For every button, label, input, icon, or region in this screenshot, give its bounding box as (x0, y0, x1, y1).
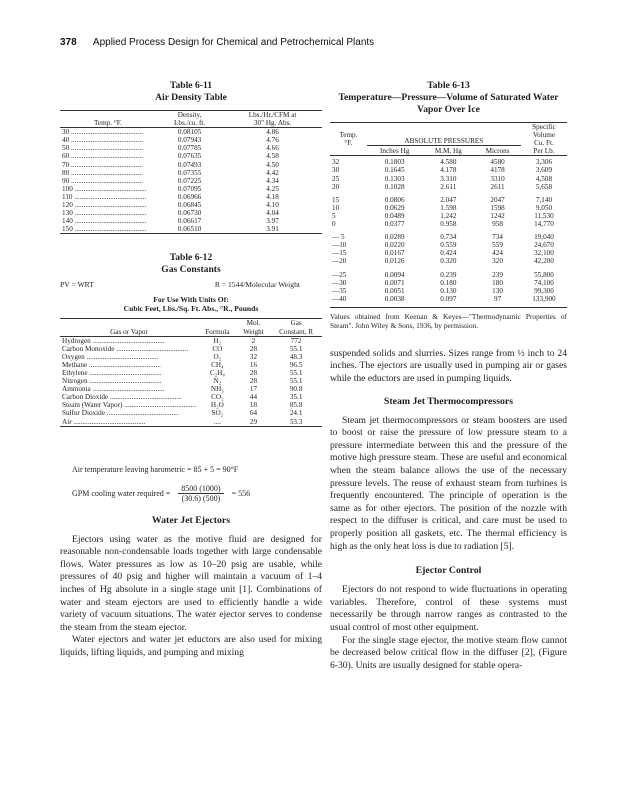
inches-hg-cell: 0.1028 (384, 182, 405, 191)
table-row (330, 220, 567, 228)
col-const-line2: Constant, R (279, 327, 314, 336)
table-row (330, 241, 567, 249)
flow-cell: 4.66 (266, 144, 279, 153)
formula-cell: SO₂ (211, 409, 224, 418)
mol-weight-cell: 28 (249, 344, 258, 353)
r-equation: R = 1544/Molecular Weight (214, 280, 300, 290)
table-row (60, 345, 322, 353)
gas-constant-cell: 24.1 (289, 409, 303, 418)
temp-cell: 90 ..... (60, 177, 156, 185)
volume-cell: 7,140 (535, 195, 553, 204)
microns-cell: 4178 (490, 166, 505, 175)
gas-constant-cell: 96.5 (289, 360, 303, 369)
table-row (60, 152, 322, 160)
density-cell: 0.07943 (177, 136, 202, 145)
col-gas: Gas or Vapor (110, 327, 148, 336)
volume-cell: 99,300 (534, 286, 554, 295)
table-row (330, 257, 567, 265)
table-row (60, 418, 322, 427)
ejector-control-heading: Ejector Control (415, 565, 482, 577)
microns-cell: 4580 (490, 158, 505, 167)
volume-cell: 74,100 (534, 278, 554, 287)
temp-cell: 100 ..... (60, 185, 156, 193)
temp-cell: —20 (332, 257, 347, 266)
table-6-13-label: Table 6-13 (427, 80, 470, 91)
temp-cell: —10 (332, 241, 347, 250)
col-mm-hg: M.M. Hg (434, 147, 462, 156)
gpm-label: GPM cooling water required = (72, 488, 171, 498)
table-row (330, 156, 567, 167)
flow-cell: 4.86 (266, 128, 279, 137)
temp-cell: 130 ..... (60, 209, 156, 217)
table-row (60, 401, 322, 409)
ejector-control-paragraph-1: Ejectors do not respond to wide fluctuations in operating variables. Therefore, control of these systems must necessarily be through narrow ranges as contrasted to the usual control of most other equipment. (330, 584, 567, 633)
mm-hg-cell: 0.320 (440, 257, 457, 266)
table-row (330, 233, 567, 241)
table-row (60, 353, 322, 361)
volume-cell: 9,050 (535, 203, 553, 212)
volume-cell: 11,530 (534, 211, 554, 220)
flow-cell: 4.76 (266, 136, 279, 145)
table-row (330, 175, 567, 183)
temp-cell: 30 (332, 166, 340, 175)
table-row (60, 169, 322, 177)
table-row (60, 385, 322, 393)
ejector-control-paragraph-2: For the single stage ejector, the motive steam flow cannot be decreased below critical flow in the diffuser [2], (Figure 6-30). Units are usually designed for stable opera- (330, 634, 567, 671)
gas-constant-cell: 55.1 (289, 344, 303, 353)
table-row (330, 249, 567, 257)
flow-cell: 4.10 (266, 201, 279, 210)
mol-weight-cell: 28 (249, 377, 258, 386)
flow-cell: 4.25 (266, 184, 279, 193)
mm-hg-cell: 2.047 (440, 195, 457, 204)
formula-cell: O₂ (213, 352, 222, 361)
table-row (60, 209, 322, 217)
mol-weight-cell: 2 (251, 336, 256, 345)
units-line1: For Use With Units Of: (153, 295, 229, 305)
microns-cell: 424 (492, 249, 503, 258)
microns-cell: 320 (492, 257, 503, 266)
mm-hg-cell: 4.178 (440, 166, 457, 175)
water-jet-paragraph-1: Ejectors using water as the motive fluid are designed for reasonable non-condensable loads together with large condensable flows. Water pressures as low as 10–20 psig are usable, while pressures of 40 psig and higher will maintain a vacuum of 1–4 inches of Hg absolute in a single stage unit [1]. Combinations of water and steam ejectors are used to efficiently handle a wide variety of vacuum situations. The water ejector serves to condense the steam from the steam ejector. (60, 533, 322, 633)
temp-cell: 20 (332, 182, 340, 191)
mm-hg-cell: 0.130 (440, 286, 457, 295)
mm-hg-cell: 3.310 (440, 174, 457, 183)
microns-cell: 3310 (490, 174, 505, 183)
col-temp-f-line2: °F. (344, 139, 353, 148)
table-row (60, 161, 322, 169)
inches-hg-cell: 0.0629 (384, 203, 405, 212)
formula-cell: C₂H₄ (209, 368, 225, 377)
table-row (60, 361, 322, 369)
col-microns: Microns (485, 147, 510, 156)
inches-hg-cell: 0.0071 (384, 278, 405, 287)
density-cell: 0.06730 (177, 209, 202, 218)
gas-constant-cell: 35.1 (289, 393, 303, 402)
flow-cell: 4.50 (266, 160, 279, 169)
col-flow-line2: 30" Hg. Abs. (253, 119, 292, 128)
saturated-vapor-table (330, 122, 567, 303)
gpm-denominator: (30.6) (500) (181, 493, 221, 503)
inches-hg-cell: 0.0167 (384, 249, 405, 258)
mm-hg-cell: 1.242 (440, 211, 457, 220)
gas-name-cell: Steam (Water Vapor) ..... (60, 401, 198, 409)
page-header (60, 37, 374, 48)
air-density-table (60, 110, 322, 234)
microns-cell: 1598 (490, 203, 505, 212)
col-formula: Formula (205, 327, 230, 336)
table-row (330, 271, 567, 279)
temp-cell: —25 (332, 270, 347, 279)
gas-constant-cell: 48.3 (289, 352, 303, 361)
units-line2: Cubic Feet, Lbs./Sq. Ft. Abs., °R., Pounds (123, 304, 259, 314)
gas-constants-table (60, 318, 322, 426)
col-density-line1: Density, (177, 111, 202, 119)
mol-weight-cell: 18 (249, 401, 258, 410)
density-cell: 0.07225 (177, 176, 202, 185)
table-row (60, 217, 322, 225)
table-row (60, 409, 322, 417)
table-row (330, 183, 567, 191)
thermocompressors-heading: Steam Jet Thermocompressors (383, 395, 514, 407)
volume-cell: 42,200 (534, 257, 554, 266)
density-cell: 0.06845 (177, 201, 202, 210)
mm-hg-cell: 0.958 (440, 220, 457, 229)
table-row (330, 196, 567, 204)
flow-cell: 4.04 (266, 209, 279, 218)
col-gas-constant (270, 319, 322, 336)
temp-cell: 80 ..... (60, 169, 156, 177)
table-row (330, 295, 567, 303)
formula-cell: NH₃ (210, 385, 224, 394)
microns-cell: 734 (492, 233, 503, 242)
table-row (330, 287, 567, 295)
col-vol-line3: Cu. Ft. (534, 139, 554, 148)
gas-constant-cell: 55.1 (289, 368, 303, 377)
mol-weight-cell: 32 (249, 352, 258, 361)
table-6-12-label: Table 6-12 (169, 252, 213, 264)
table-row (60, 128, 322, 137)
inches-hg-cell: 0.1645 (384, 166, 405, 175)
col-flow (223, 111, 322, 128)
density-cell: 0.06510 (177, 225, 202, 234)
col-inches-hg: Inches Hg (379, 147, 410, 156)
col-temp: Temp. °F. (94, 119, 122, 128)
microns-cell: 239 (492, 270, 503, 279)
inches-hg-cell: 0.0377 (384, 220, 405, 229)
table-6-11-title: Air Density Table (155, 92, 227, 103)
air-density-rows (60, 128, 322, 234)
mol-weight-cell: 64 (249, 409, 258, 418)
formula-cell: H₂ (213, 336, 222, 345)
gas-law-line (60, 280, 322, 289)
gas-constant-cell: 53.3 (289, 417, 303, 426)
temp-cell: 5 (332, 211, 336, 220)
table-row (60, 377, 322, 385)
col-flow-line1: Lbs./Hr./CFM at (248, 111, 297, 119)
volume-cell: 5,658 (535, 182, 553, 191)
gas-name-cell: Ethylene ..... (60, 369, 198, 377)
table-row (330, 204, 567, 212)
volume-cell: 4,508 (535, 174, 553, 183)
volume-cell: 14,770 (534, 220, 554, 229)
inches-hg-cell: 0.1803 (384, 158, 405, 167)
gpm-numerator: 8500 (1000) (178, 484, 223, 494)
density-cell: 0.07635 (177, 152, 202, 161)
table-6-11-label: Table 6-11 (169, 80, 213, 91)
table-6-12-title: Gas Constants (161, 264, 221, 276)
table-row (60, 369, 322, 377)
table-6-13-title-1: Temperature—Pressure—Volume of Saturated Water (338, 92, 559, 103)
gpm-equation (72, 484, 322, 503)
volume-cell: 19,040 (534, 233, 554, 242)
mm-hg-cell: 0.734 (440, 233, 457, 242)
gas-name-cell: Hydrogen ..... (60, 336, 198, 345)
formula-cell: N₂ (213, 377, 222, 386)
temp-cell: —35 (332, 286, 347, 295)
mm-hg-cell: 0.097 (440, 294, 457, 303)
table-row (60, 177, 322, 185)
temp-cell: 0 (332, 220, 336, 229)
microns-cell: 958 (492, 220, 503, 229)
water-jet-paragraph-2: Water ejectors and water jet eductors are also used for mixing liquids, lifting liquids, and pumping and mixing (60, 634, 322, 658)
temp-cell: 50 ..... (60, 144, 156, 152)
temp-cell: 10 (332, 203, 340, 212)
volume-cell: 32,100 (534, 249, 554, 258)
water-jet-heading: Water Jet Ejectors (151, 514, 231, 526)
temp-cell: 40 ..... (60, 136, 156, 144)
microns-cell: 2047 (490, 195, 505, 204)
microns-cell: 97 (493, 294, 502, 303)
thermocompressors-paragraph: Steam jet thermocompressors or steam boosters are used to boost or raise the pressure of low pressure steam to a pressure intermediate between this and the pressure of the motive high pressure steam. These are useful and economical when the steam balance allows the use of the necessary pressure levels. The reuse of exhaust steam from turbines is frequently encountered. The principle of operation is the same as for other ejectors. The position of the nozzle with respect to the diffuser is critical, and care must be used to properly position all gaskets, etc. The thermal efficiency is high as the only heat loss is due to radiation [5]. (330, 414, 567, 552)
inches-hg-cell: 0.1303 (384, 174, 405, 183)
volume-cell: 3,306 (535, 158, 553, 167)
density-cell: 0.07493 (177, 160, 202, 169)
density-cell: 0.06617 (177, 217, 202, 226)
flow-cell: 4.58 (266, 152, 279, 161)
table-row (60, 225, 322, 234)
gas-name-cell: Carbon Monoxide ..... (60, 345, 198, 353)
inches-hg-cell: 0.0051 (384, 286, 405, 295)
col-temp-f-line1: Temp. (339, 131, 358, 140)
mm-hg-cell: 1.598 (440, 203, 457, 212)
gas-name-cell: Oxygen ..... (60, 353, 198, 361)
mm-hg-cell: 0.424 (440, 249, 457, 258)
col-density-line2: Lbs./cu. ft. (174, 119, 206, 128)
page-number: 378 (60, 37, 77, 48)
mol-weight-cell: 16 (249, 360, 258, 369)
col-mol-weight (237, 319, 271, 336)
temp-cell: —40 (332, 294, 347, 303)
col-vol-line1: Specific (532, 123, 556, 131)
gas-name-cell: Air ..... (60, 418, 198, 427)
volume-cell: 133,900 (532, 294, 556, 303)
table-row (60, 393, 322, 401)
mol-weight-cell: 44 (249, 393, 258, 402)
table-row (60, 201, 322, 209)
table-row (60, 193, 322, 201)
air-temp-equation: Air temperature leaving barometric = 85 + 5 = 90°F (72, 464, 239, 474)
eductors-paragraph: suspended solids and slurries. Sizes range from ½ inch to 24 inches. The ejectors are usually used in pumping air or gases while the eductors are used in pumping liquids. (330, 347, 567, 385)
temp-cell: —15 (332, 249, 347, 258)
col-specific-volume (521, 123, 567, 156)
flow-cell: 4.34 (266, 176, 279, 185)
gas-constant-cell: 90.8 (289, 385, 303, 394)
saturated-vapor-rows (330, 156, 567, 303)
formula-cell: CO (212, 344, 223, 353)
temp-cell: 110 ..... (60, 193, 156, 201)
table-row (330, 212, 567, 220)
temp-cell: 140 ..... (60, 217, 156, 225)
temp-cell: 120 ..... (60, 201, 156, 209)
temp-cell: 30 ..... (60, 128, 156, 137)
table-row (60, 136, 322, 144)
volume-cell: 3,609 (535, 166, 553, 175)
pv-equation: PV = WRT (60, 280, 94, 290)
col-density (156, 111, 223, 128)
density-cell: 0.06966 (177, 192, 202, 201)
table-row (330, 166, 567, 174)
mm-hg-cell: 0.239 (440, 270, 457, 279)
formula-cell: CH₄ (211, 360, 224, 369)
flow-cell: 3.97 (266, 217, 279, 226)
microns-cell: 2611 (490, 182, 505, 191)
inches-hg-cell: 0.0220 (384, 241, 405, 250)
gpm-fraction (178, 484, 223, 503)
running-title: Applied Process Design for Chemical and Petrochemical Plants (92, 37, 375, 48)
gas-name-cell: Nitrogen ..... (60, 377, 198, 385)
inches-hg-cell: 0.0806 (384, 195, 405, 204)
microns-cell: 180 (492, 278, 503, 287)
density-cell: 0.08105 (177, 128, 202, 137)
inches-hg-cell: 0.0126 (384, 257, 405, 266)
mm-hg-cell: 0.180 (440, 278, 457, 287)
gas-constants-rows (60, 336, 322, 426)
flow-cell: 4.42 (266, 168, 279, 177)
left-column (60, 80, 322, 660)
table-row (330, 279, 567, 287)
col-absolute-pressures: ABSOLUTE PRESSURES (367, 123, 521, 146)
mm-hg-cell: 2.611 (440, 182, 457, 191)
flow-cell: 3.91 (266, 225, 279, 234)
density-cell: 0.07355 (177, 168, 202, 177)
table-6-13-source-note: Values obtained from Keenan & Keyes—"Thermodynamic Properties of Steam". John Wiley & Sons, 1936, by permission. (330, 307, 567, 330)
mol-weight-cell: 28 (249, 368, 258, 377)
right-column (330, 80, 567, 672)
mm-hg-cell: 4.580 (440, 158, 457, 167)
formula-cell: .... (213, 417, 221, 426)
col-vol-line2: Volume (532, 131, 556, 140)
table-6-13-title-2: Vapor Over Ice (417, 104, 480, 115)
mm-hg-cell: 0.559 (440, 241, 457, 250)
mol-weight-cell: 29 (249, 417, 258, 426)
temp-cell: 70 ..... (60, 161, 156, 169)
microns-cell: 130 (492, 286, 503, 295)
volume-cell: 55,800 (534, 270, 554, 279)
table-row (60, 336, 322, 345)
gas-name-cell: Ammonia ..... (60, 385, 198, 393)
inches-hg-cell: 0.0289 (384, 233, 405, 242)
inches-hg-cell: 0.0094 (384, 270, 405, 279)
col-const-line1: Gas (290, 319, 302, 328)
temp-cell: 15 (332, 195, 340, 204)
col-mol-line1: Mol. (246, 319, 261, 328)
gas-constant-cell: 85.8 (289, 401, 303, 410)
formula-cell: H₂O (210, 401, 224, 410)
temp-cell: 32 (332, 158, 340, 167)
temp-cell: — 5 (332, 233, 345, 242)
gas-name-cell: Carbon Dioxide ..... (60, 393, 198, 401)
temp-cell: 25 (332, 174, 340, 183)
microns-cell: 1242 (490, 211, 505, 220)
col-vol-line4: Per Lb. (533, 147, 555, 156)
col-mol-line2: Weight (243, 327, 264, 336)
gas-name-cell: Sulfur Dioxide ..... (60, 409, 198, 417)
mol-weight-cell: 17 (249, 385, 258, 394)
gpm-result: = 556 (231, 488, 251, 498)
gas-name-cell: Methane ..... (60, 361, 198, 369)
inches-hg-cell: 0.0038 (384, 294, 405, 303)
col-temp-f (330, 123, 367, 156)
volume-cell: 24,670 (534, 241, 554, 250)
table-row (60, 185, 322, 193)
temp-cell: —30 (332, 278, 347, 287)
formula-cell: CO₂ (211, 393, 224, 402)
temp-cell: 60 ..... (60, 152, 156, 160)
inches-hg-cell: 0.0489 (384, 211, 405, 220)
microns-cell: 559 (492, 241, 503, 250)
density-cell: 0.07095 (177, 184, 202, 193)
gas-constant-cell: 55.1 (289, 377, 303, 386)
flow-cell: 4.18 (266, 192, 279, 201)
temp-cell: 150 ..... (60, 225, 156, 234)
density-cell: 0.07785 (177, 144, 202, 153)
gas-constant-cell: 772 (290, 336, 302, 345)
table-row (60, 144, 322, 152)
